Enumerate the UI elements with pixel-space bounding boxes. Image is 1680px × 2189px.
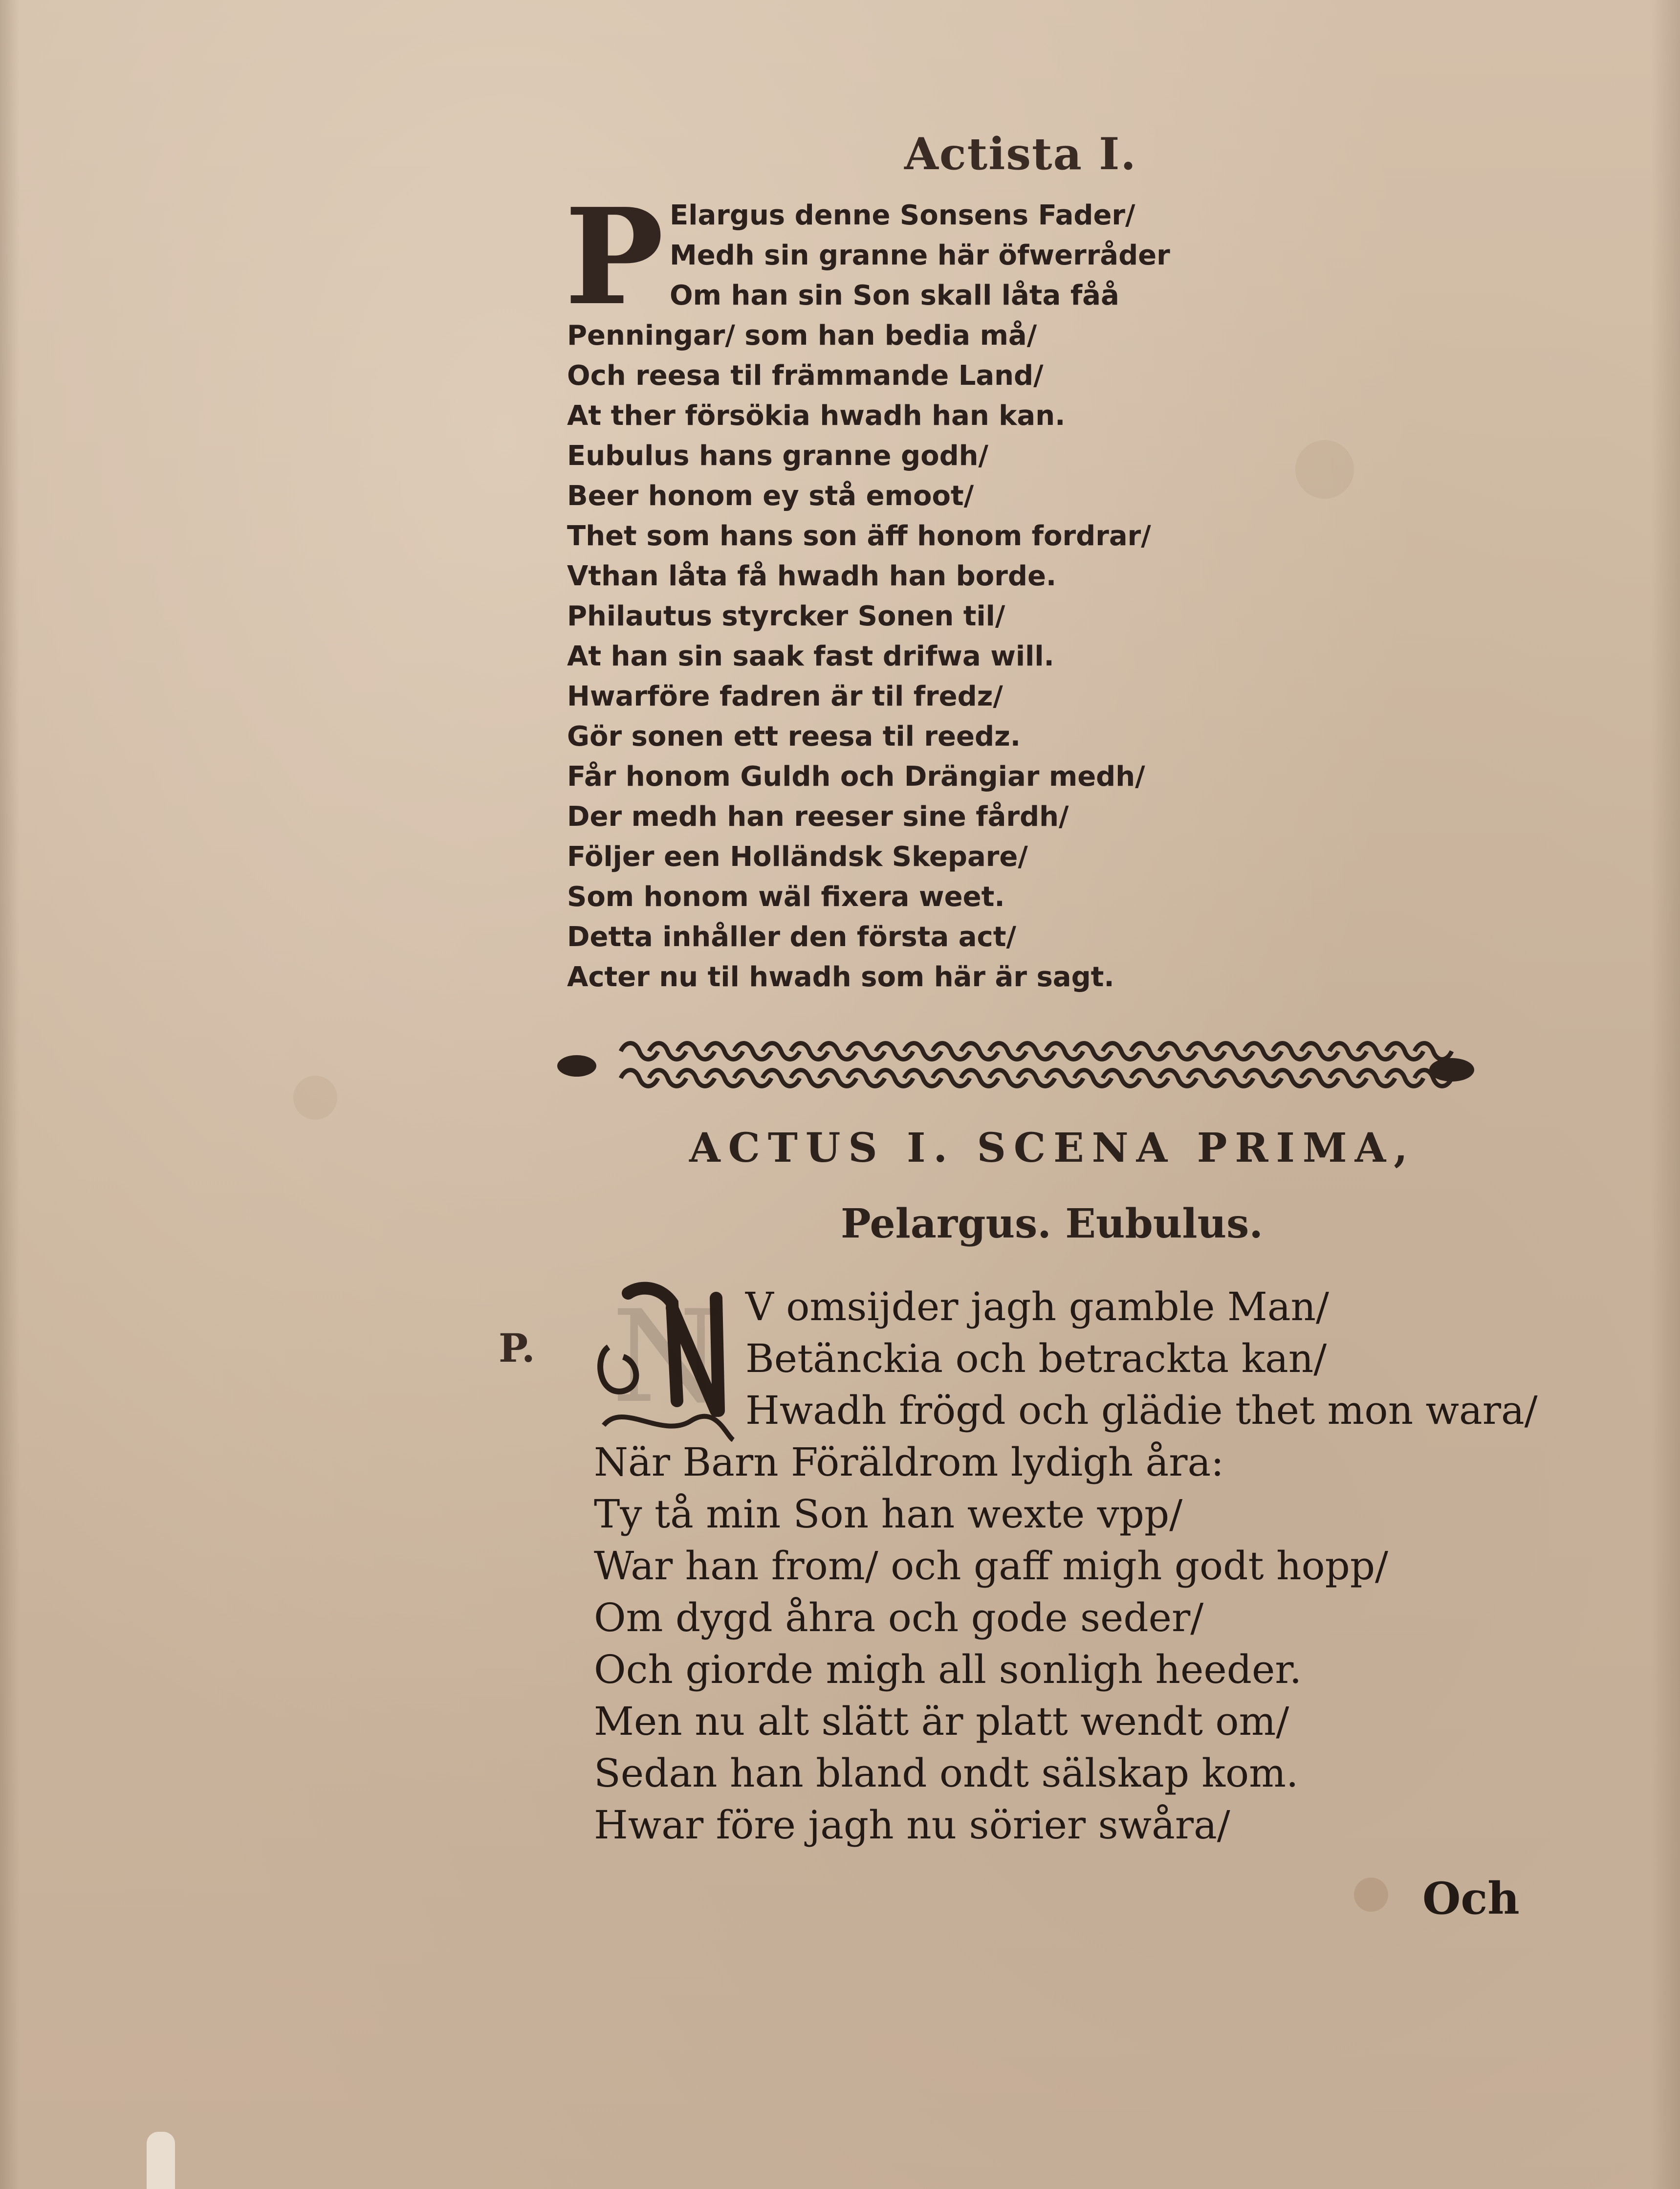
verse-line: Sedan han bland ondt sälskap kom.: [594, 1750, 1299, 1796]
argument-line: Philautus styrcker Sonen til/: [567, 600, 1005, 632]
verse-line: Och giorde migh all sonligh heeder.: [594, 1647, 1302, 1692]
argument-line: Beer honom ey stå emoot/: [567, 480, 974, 512]
argument-line: Vthan låta få hwadh han borde.: [567, 560, 1057, 592]
argument-block: [565, 179, 1300, 997]
verse-line: Hwadh frögd och glädie thet mon wara/: [745, 1388, 1538, 1433]
argument-line: Elargus denne Sonsens Fader/: [670, 199, 1135, 231]
argument-line: Detta inhåller den första act/: [567, 921, 1016, 953]
page-gutter-shadow: [0, 0, 20, 2189]
argument-line: Om han sin Son skall låta fåå: [670, 280, 1119, 311]
argument-line: Hwarföre fadren är til fredz/: [567, 681, 1003, 712]
argument-line: At han sin saak fast drifwa will.: [567, 641, 1054, 672]
ornament-end-left: [557, 1055, 596, 1077]
verse-block: [594, 1281, 1538, 1851]
verse-line: När Barn Föräldrom lydigh åra:: [594, 1439, 1224, 1485]
ornament-row: [621, 1070, 1452, 1086]
argument-line: Acter nu til hwadh som här är sagt.: [567, 961, 1114, 993]
speaker-names: Pelargus. Eubulus.: [841, 1200, 1263, 1247]
argument-line: At ther försökia hwadh han kan.: [567, 400, 1066, 432]
verse-line: Hwar före jagh nu sörier swåra/: [594, 1802, 1230, 1848]
page-header: Actista I.: [904, 128, 1137, 180]
verse-line: V omsijder jagh gamble Man/: [745, 1284, 1329, 1329]
verse-line: Men nu alt slätt är platt wendt om/: [594, 1699, 1289, 1744]
verse-line: Om dygd åhra och gode seder/: [594, 1595, 1204, 1640]
argument-line: Som honom wäl fixera weet.: [567, 881, 1005, 913]
ornament-end-right: [1429, 1058, 1474, 1082]
ornamental-band: [557, 1032, 1476, 1095]
argument-line: Der medh han reeser sine fårdh/: [567, 801, 1069, 833]
foxing-spot: [1354, 1878, 1388, 1912]
argument-line: Och reesa til främmande Land/: [567, 360, 1044, 392]
foxing-spot: [293, 1076, 337, 1120]
argument-line: Medh sin granne här öfwerråder: [670, 240, 1170, 271]
ornament-row: [621, 1043, 1452, 1060]
argument-line: Gör sonen ett reesa til reedz.: [567, 721, 1021, 752]
catchword: Och: [1422, 1873, 1520, 1924]
argument-line: Thet som hans son äff honom fordrar/: [567, 520, 1151, 552]
dropcap-letter: N: [611, 1283, 723, 1431]
page-tab-mark: [147, 2132, 175, 2189]
verse-line: Ty tå min Son han wexte vpp/: [594, 1491, 1183, 1537]
verse-line: War han from/ och gaff migh godt hopp/: [594, 1543, 1388, 1589]
scene-title: ACTUS I. SCENA PRIMA,: [689, 1125, 1416, 1172]
argument-line: Eubulus hans granne godh/: [567, 440, 988, 472]
argument-line: Penningar/ som han bedia må/: [567, 320, 1037, 352]
argument-line: Följer een Holländsk Skepare/: [567, 841, 1028, 873]
page-edge-shadow: [1651, 0, 1680, 2189]
foxing-spot: [1295, 440, 1354, 499]
verse-line: Betänckia och betrackta kan/: [745, 1336, 1327, 1381]
speaker-prefix: P.: [499, 1325, 535, 1371]
argument-line: Får honom Guldh och Drängiar medh/: [567, 761, 1145, 793]
argument-dropcap: P: [565, 179, 664, 334]
